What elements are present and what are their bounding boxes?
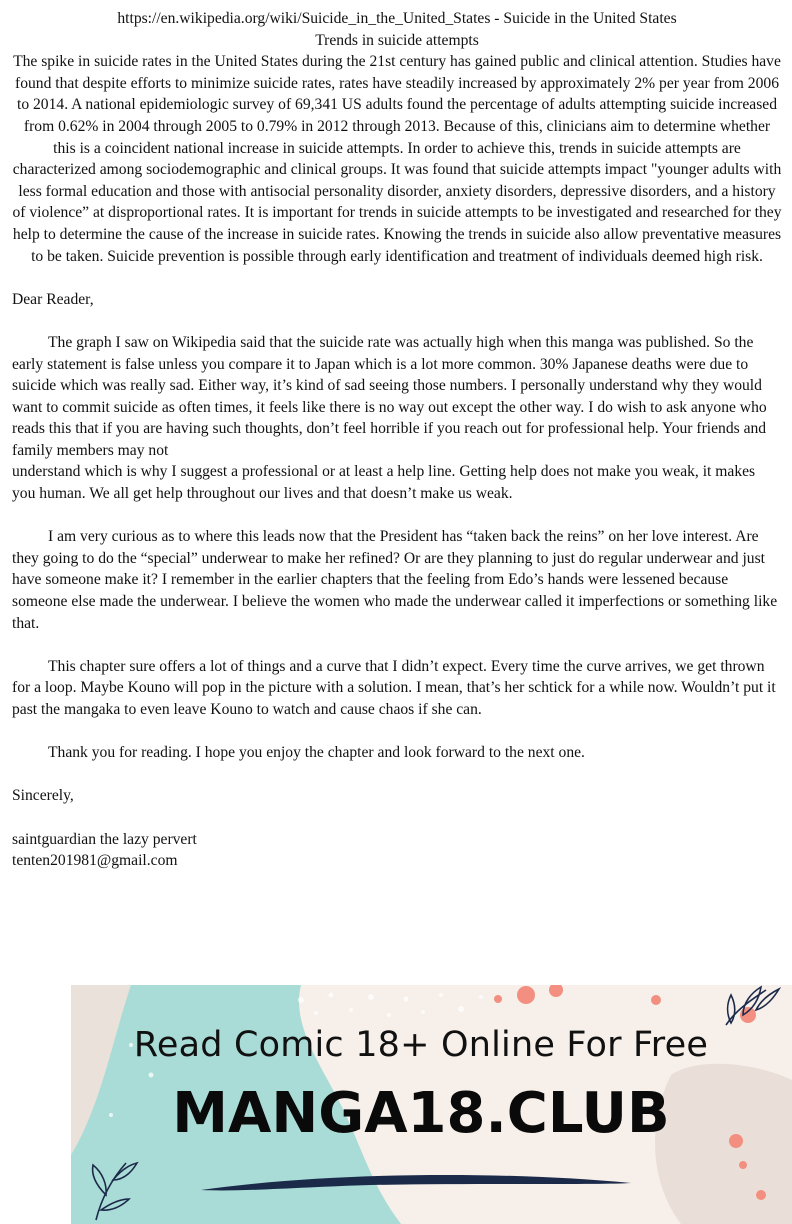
banner-tagline[interactable]: Read Comic 18+ Online For Free: [133, 1025, 709, 1065]
signature-name: saintguardian the lazy pervert: [12, 830, 197, 848]
signature-email: tenten201981@gmail.com: [12, 852, 178, 870]
letter-paragraph-1b: understand which is why I suggest a professional or at least a help line. Getting help does not make you weak, it makes you human. We all get help throughout our lives and that doesn’t make us weak.: [12, 463, 756, 503]
signature-block: [12, 829, 782, 872]
letter-paragraph-1a: The graph I saw on Wikipedia said that the suicide rate was actually high when this manga was published. So the early statement is false unless you compare it to Japan which is a lot more common. 30% Japanese deaths were due to suicide which was really sad. Either way, it’s kind of sad seeing those numbers. I personally understand why they would want to commit suicide as often times, it feels like there is no way out except the other way. I do wish to ask anyone who reads this that if you are having such thoughts, don’t feel horrible if you reach out for professional help. Your friends and family members may not: [12, 333, 767, 459]
closing: Sincerely,: [12, 787, 74, 805]
letter-paragraph-3: This chapter sure offers a lot of things and a curve that I didn’t expect. Every time the curve arrives, we get thrown for a loop. Maybe Kouno will pop in the picture with a solution. I mean, that’s her schtick for a while now. Wouldn’t put it past the mangaka to even leave Kouno to watch and cause chaos if she can.: [12, 657, 776, 718]
section-title: Trends in suicide attempts: [315, 31, 479, 49]
banner-site-name[interactable]: MANGA18.CLUB: [172, 1081, 670, 1146]
document-body: [12, 8, 782, 872]
wiki-excerpt: [12, 8, 782, 267]
promo-banner[interactable]: [71, 985, 792, 1224]
quoted-excerpt: The spike in suicide rates in the United States during the 21st century has gained public and clinical attention. Studies have found that despite efforts to minimize suicide rates, rates have steadily increased by approximately 2% per year from 2006 to 2014. A national epidemiologic survey of 69,341 US adults found the percentage of adults attempting suicide increased from 0.62% in 2004 through 2005 to 0.79% in 2012 through 2013. Because of this, clinicians aim to determine whether this is a coincident national increase in suicide attempts. In order to achieve this, trends in suicide attempts are characterized among sociodemographic and clinical groups. It was found that suicide attempts impact "younger adults with less formal education and those with antisocial personality disorder, anxiety disorders, depressive disorders, and a history of violence” at disproportional rates. It is important for trends in suicide attempts to be investigated and researched for they help to determine the cause of the increase in suicide rates. Knowing the trends in suicide also allow preventative measures to be taken. Suicide prevention is possible through early identification and treatment of individuals deemed high risk.: [12, 53, 782, 265]
letter-paragraph-2: I am very curious as to where this leads now that the President has “taken back the reins” on her love interest. Are they going to do the “special” underwear to make her refined? Or are they planning to just do regular underwear and just have someone make it? I remember in the earlier chapters that the feeling from Edo’s hands were lessened because someone else made the underwear. I believe the women who made the underwear called it imperfections or something like that.: [12, 528, 778, 632]
source-url-line: https://en.wikipedia.org/wiki/Suicide_in_the_United_States - Suicide in the United States: [117, 10, 677, 27]
letter-paragraph-4: Thank you for reading. I hope you enjoy the chapter and look forward to the next one.: [48, 744, 585, 762]
salutation: Dear Reader,: [12, 290, 94, 308]
